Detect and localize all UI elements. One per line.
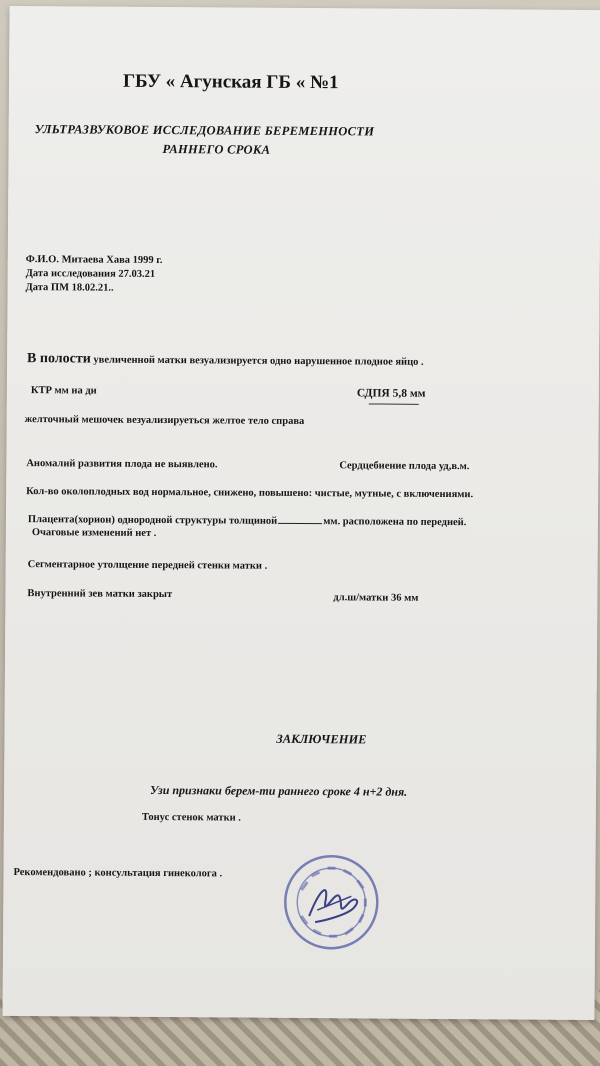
- yolk-sac-line: желточный мешочек везуализируеться желтое тело справа: [24, 414, 305, 428]
- placenta-text-a: Плацента(хорион) однородной структуры толщиной: [27, 514, 278, 527]
- cavity-rest: увеличенной матки везуализируется одно нарушенное плодное яйцо .: [90, 354, 424, 368]
- placenta-text-b: мм. расположена по передней.: [323, 516, 467, 529]
- placenta-thickness-blank: [278, 523, 322, 524]
- exam-date: Дата исследования 27.03.21: [25, 268, 156, 280]
- cavity-line: [27, 351, 424, 370]
- amniotic-fluid-line: Кол-во околоплодных вод нормальное, снижено, повышено: чистые, мутные, с включениями.: [26, 486, 474, 501]
- sdpya-measure: СДПЯ 5,8 мм: [356, 387, 426, 400]
- uterus-length-line: дл.ш/матки 36 мм: [333, 592, 419, 604]
- lmp-date: Дата ПМ 18.02.21..: [25, 282, 114, 294]
- cavity-lead: В полости: [27, 351, 91, 367]
- internal-os-line: Внутренний зев матки закрыт: [27, 588, 173, 601]
- focal-changes-line: Очаговые изменений нет .: [31, 527, 157, 539]
- anomalies-line: Аномалий развития плода не выявлено.: [26, 458, 218, 471]
- ktr-measure: КТР мм на ди: [30, 385, 97, 397]
- ultrasound-report-sheet: [2, 6, 600, 1020]
- conclusion-text: Узи признаки берем-ти раннего сроке 4 н+2 дня.: [150, 782, 408, 799]
- recommendation-line: Рекомендовано ; консультация гинеколога .: [13, 866, 223, 880]
- segmental-thickening-line: Сегментарное утолщение передней стенки матки .: [27, 559, 268, 572]
- uterine-tone-line: Тонус стенок матки .: [141, 811, 241, 824]
- patient-name: Ф.И.О. Митаева Хава 1999 г.: [25, 254, 163, 267]
- hospital-name: ГБУ « Агунская ГБ « №1: [122, 70, 339, 94]
- report-title-line1: УЛЬТРАЗВУКОВОЕ ИССЛЕДОВАНИЕ БЕРЕМЕННОСТИ: [34, 122, 375, 139]
- doctor-stamp-signature: [279, 850, 384, 955]
- heartbeat-line: Сердцебиение плода уд,в.м.: [339, 460, 470, 473]
- conclusion-heading: ЗАКЛЮЧЕНИЕ: [276, 731, 367, 747]
- report-title-line2: РАННЕГО СРОКА: [162, 142, 271, 157]
- sdpya-underline: [369, 403, 419, 404]
- placenta-line: [28, 514, 466, 528]
